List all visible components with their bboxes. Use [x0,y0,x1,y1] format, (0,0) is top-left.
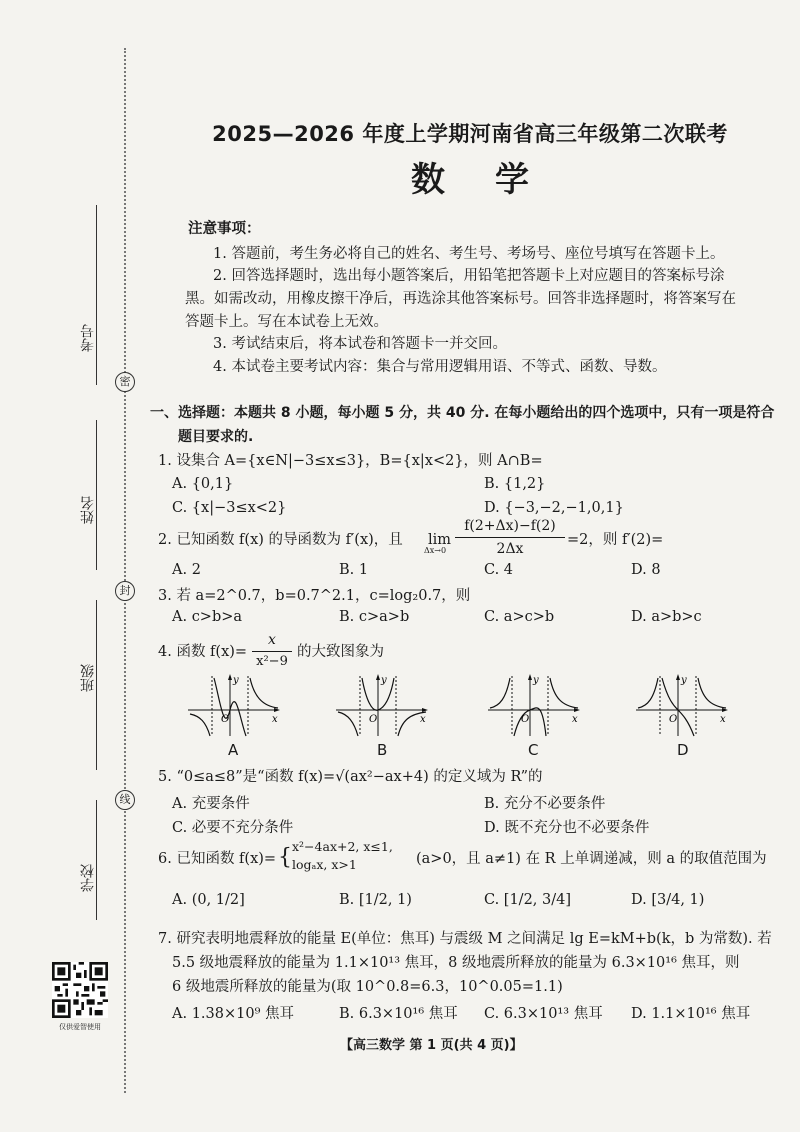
binding-label-school: 学校 [80,864,96,892]
q7-option-a: A. 1.38×10⁹ 焦耳 [172,1006,294,1022]
q3-option-c: C. a>c>b [484,609,555,625]
q6-case-2: logₐx, x>1 [292,857,357,872]
q3-option-b: B. c>a>b [339,609,410,625]
section1-heading-cont: 题目要求的. [178,429,254,445]
notes-heading: 注意事项： [188,221,261,237]
notes-item-2: 2. 回答选择题时，选出每小题答案后，用铅笔把答题卡上对应题目的答案标号涂 [213,268,725,284]
q3-option-d: D. a>b>c [631,609,702,625]
notes-item-2-cont: 黑。如需改动，用橡皮擦干净后，再选涂其他答案标号。回答非选择题时，将答案写在 [185,291,736,307]
page-footer: 【高三数学 第 1 页(共 4 页)】 [340,1038,523,1053]
q6-option-d: D. [3/4, 1) [631,892,705,908]
notes-item-4: 4. 本试卷主要考试内容：集合与常用逻辑用语、不等式、函数、导数。 [213,359,667,375]
q4-stem: 4. 函数 f(x)= [158,644,248,660]
q2-option-c: C. 4 [484,562,514,578]
binding-cut-line [124,48,126,1093]
exam-number-line [96,205,97,385]
notes-item-3: 3. 考试结束后，将本试卷和答题卡一并交回。 [213,336,507,352]
q1-option-c: C. {x|−3≤x<2} [172,500,287,516]
q6-case-1: x²−4ax+2, x≤1, [292,839,393,854]
q4-graph-b [334,672,430,738]
q1-stem: 1. 设集合 A={x∈N|−3≤x≤3}，B={x|x<2}，则 A∩B= [158,453,543,469]
q4-graph-a-x-label: x [272,714,278,725]
q2-lim-subscript: Δx→0 [424,546,447,555]
q4-graph-b-origin: O [369,714,378,725]
school-line [96,800,97,920]
qr-caption: 仅供爱智使用 [59,1023,101,1031]
binding-label-class: 班级 [80,664,96,692]
subject-title: 数学 [411,160,579,200]
q3-stem: 3. 若 a=2^0.7，b=0.7^2.1，c=log₂0.7，则 [158,588,471,604]
q4-graph-c [486,672,582,738]
binding-label-name: 姓名 [80,496,96,524]
seal-mark-feng: 封 [115,581,135,601]
q6-stem-end: (a>0，且 a≠1) 在 R 上单调递减，则 a 的取值范围为 [416,851,767,867]
q4-graph-c-label: C [528,741,539,759]
q5-option-c: C. 必要不充分条件 [172,820,294,836]
q6-option-b: B. [1/2, 1) [339,892,412,908]
q4-graph-c-origin: O [521,714,530,725]
q4-graph-d-y-label: y [681,675,687,686]
seal-mark-mi: 密 [115,372,135,392]
q6-option-a: A. (0, 1/2] [172,892,245,908]
q5-option-d: D. 既不充分也不必要条件 [484,820,650,836]
q6-option-c: C. [1/2, 3/4] [484,892,571,908]
q5-stem: 5. “0≤a≤8”是“函数 f(x)=√(ax²−ax+4) 的定义域为 R”的 [158,769,543,785]
q4-graph-c-y-label: y [533,675,539,686]
q7-stem-line-3: 6 级地震所释放的能量为(取 10^0.8=6.3，10^0.05=1.1) [172,979,563,995]
q1-option-b: B. {1,2} [484,476,546,492]
q4-graph-d-label: D [677,741,689,759]
q4-graph-b-x-label: x [420,714,426,725]
q6-stem: 6. 已知函数 f(x)= [158,851,277,867]
q7-stem-line-2: 5.5 级地震释放的能量为 1.1×10¹³ 焦耳，8 级地震所释放的能量为 6.3×10¹⁶ 焦耳，则 [172,955,740,971]
q7-option-d: D. 1.1×10¹⁶ 焦耳 [631,1006,751,1022]
q2-option-a: A. 2 [172,562,201,578]
q4-fraction-numerator: x [268,632,276,648]
section1-heading: 一、选择题：本题共 8 小题，每小题 5 分，共 40 分. 在每小题给出的四个选项中，只有一项是符合 [150,405,775,421]
q7-option-b: B. 6.3×10¹⁶ 焦耳 [339,1006,458,1022]
q2-fraction-denominator: 2Δx [496,541,524,557]
q4-graph-a-label: A [228,741,239,759]
q2-fraction-bar [455,537,565,538]
name-line [96,420,97,570]
q7-stem: 7. 研究表明地震释放的能量 E(单位：焦耳) 与震级 M 之间满足 lg E=kM+b(k，b 为常数). 若 [158,931,772,947]
q4-graph-b-label: B [377,741,388,759]
notes-item-1: 1. 答题前，考生务必将自己的姓名、考生号、考场号、座位号填写在答题卡上。 [213,246,725,262]
q5-option-a: A. 充要条件 [172,796,250,812]
q4-graph-a-origin: O [221,714,230,725]
q1-option-d: D. {−3,−2,−1,0,1} [484,500,624,516]
q4-graph-d-origin: O [669,714,678,725]
q4-graph-d [634,672,730,738]
q4-fraction-denominator: x²−9 [256,654,288,669]
q7-option-c: C. 6.3×10¹³ 焦耳 [484,1006,603,1022]
q2-option-b: B. 1 [339,562,369,578]
q4-stem-end: 的大致图象为 [297,644,384,660]
q4-graph-a-y-label: y [233,675,239,686]
q5-option-b: B. 充分不必要条件 [484,796,606,812]
q6-brace: { [278,845,292,870]
binding-label-exam-number: 考号 [80,324,96,352]
q2-option-d: D. 8 [631,562,661,578]
qr-code [52,962,108,1018]
q4-graph-d-x-label: x [720,714,726,725]
q2-lim: lim [428,532,452,548]
q4-graph-a [186,672,282,738]
q4-fraction-bar [252,651,292,652]
q1-option-a: A. {0,1} [172,476,234,492]
q2-fraction-numerator: f(2+Δx)−f(2) [464,518,556,534]
q4-graph-c-x-label: x [572,714,578,725]
q2-stem: 2. 已知函数 f(x) 的导函数为 f′(x)，且 [158,532,403,548]
exam-title: 2025—2026 年度上学期河南省高三年级第二次联考 [212,122,728,146]
q4-graph-b-y-label: y [381,675,387,686]
q2-stem-end: =2，则 f′(2)= [567,532,664,548]
q3-option-a: A. c>b>a [172,609,243,625]
seal-mark-xian: 线 [115,790,135,810]
notes-item-2-end: 答题卡上。写在本试卷上无效。 [185,314,388,330]
